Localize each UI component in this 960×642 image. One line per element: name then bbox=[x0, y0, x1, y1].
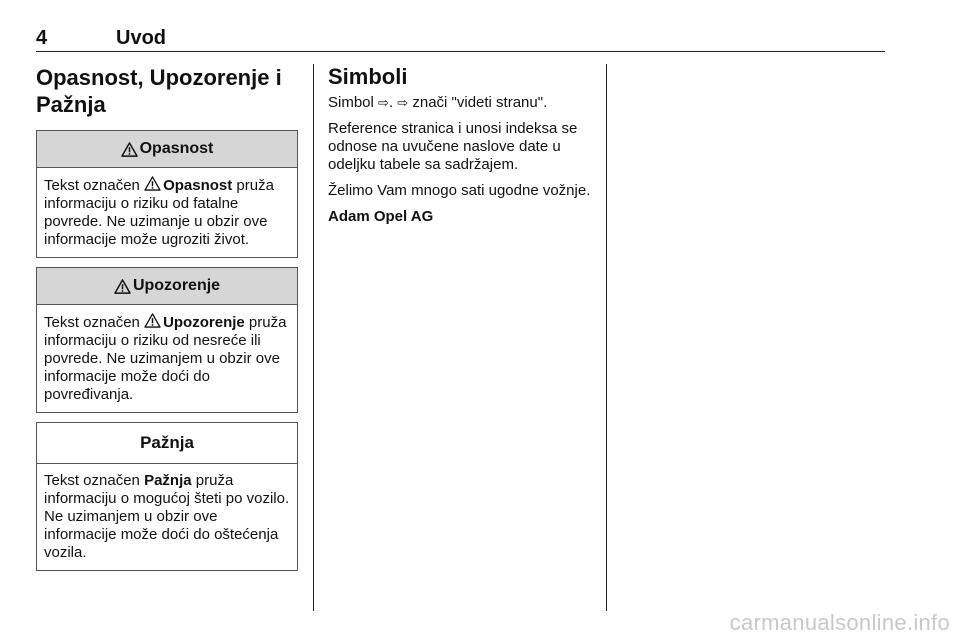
danger-text-before: Tekst označen bbox=[44, 177, 145, 194]
caution-box bbox=[36, 422, 298, 571]
warning-triangle-icon bbox=[144, 313, 161, 328]
caution-keyword: Pažnja bbox=[144, 472, 192, 489]
column-divider bbox=[606, 64, 607, 611]
danger-body bbox=[37, 168, 297, 257]
caution-text-after: pruža informaciju o mogućoj šteti po vozilo. Ne uzimanjem u obzir ove informacije može doći do oštećenja vozila. bbox=[44, 472, 290, 561]
warning-triangle-icon bbox=[144, 176, 161, 191]
caution-text-before: Tekst označen bbox=[44, 472, 145, 489]
warning-body bbox=[37, 305, 297, 412]
page-header bbox=[36, 27, 885, 52]
reference-paragraph: Reference stranica i unosi indeksa se odnose na uvučene naslove date u odeljku tabele sa sadržajem. bbox=[328, 120, 578, 173]
greeting-paragraph: Želimo Vam mnogo sati ugodne vožnje. bbox=[328, 182, 591, 199]
caution-body bbox=[37, 464, 297, 570]
symbol-text-post: znači "videti stranu". bbox=[408, 94, 548, 111]
chapter-title: Uvod bbox=[116, 27, 166, 49]
caution-heading: Pažnja bbox=[140, 433, 194, 452]
page-reference-arrow-icon: ⇨ bbox=[378, 95, 389, 110]
right-column bbox=[328, 64, 596, 234]
symbol-paragraph bbox=[328, 94, 596, 112]
warning-keyword: Upozorenje bbox=[163, 314, 245, 331]
watermark: carmanualsonline.info bbox=[729, 610, 950, 635]
section-title: Opasnost, Upozorenje i Pažnja bbox=[36, 65, 282, 117]
symbols-title: Simboli bbox=[328, 64, 408, 89]
warning-heading: Upozorenje bbox=[132, 277, 221, 294]
warning-text-after: pruža informaciju o riziku od nesreće ili povrede. Ne uzimanjem u obzir ove informacije može doći do povređivanja. bbox=[44, 314, 287, 403]
symbol-text-mid: . bbox=[388, 94, 398, 111]
warning-box-header bbox=[37, 268, 297, 305]
signature: Adam Opel AG bbox=[328, 208, 434, 225]
caution-box-header bbox=[37, 423, 297, 464]
page-reference-arrow-icon: ⇨ bbox=[397, 95, 409, 110]
column-divider bbox=[313, 64, 314, 611]
danger-text-after: pruža informaciju o riziku od fatalne povrede. Ne uzimanje u obzir ove informacije može ugroziti život. bbox=[44, 177, 274, 248]
left-column bbox=[36, 64, 298, 571]
warning-box bbox=[36, 267, 298, 413]
danger-box-header bbox=[37, 131, 297, 168]
danger-heading: Opasnost bbox=[139, 140, 214, 157]
page-number: 4 bbox=[36, 27, 48, 49]
danger-box bbox=[36, 130, 298, 258]
symbol-text-pre: Simbol bbox=[328, 94, 379, 111]
warning-text-before: Tekst označen bbox=[44, 314, 145, 331]
danger-keyword: Opasnost bbox=[163, 177, 233, 194]
warning-triangle-icon bbox=[114, 279, 131, 294]
warning-triangle-icon bbox=[121, 142, 138, 157]
